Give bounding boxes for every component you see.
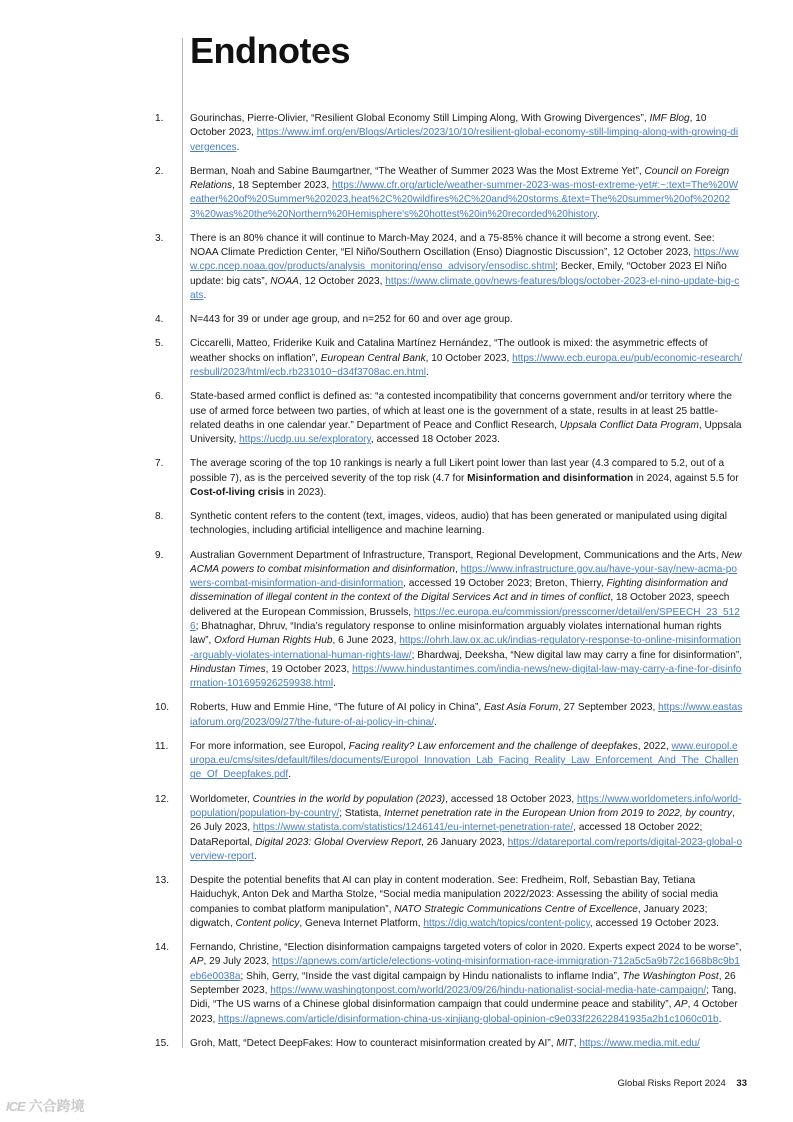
endnote-text-run: Despite the potential benefits that AI can play in content moderation. See: Fredheim, Rolf, Sebastian Bay, Tetiana Haiduchyk, Anton Dek and Martha Stolze, “Social media manipulation 2022/2023: Assessing the ability of social media companies to combat platform manipulation”, bbox=[190, 875, 718, 915]
emphasized-risk-name: Misinformation and disinformation bbox=[467, 472, 634, 484]
endnote-text-run: , 18 September 2023, bbox=[232, 180, 332, 192]
citation-source-title: NATO Strategic Communications Centre of Excellence bbox=[394, 903, 638, 915]
endnote-item bbox=[0, 701, 793, 730]
endnote-number: 6. bbox=[155, 391, 164, 403]
endnote-text-run: Australian Government Department of Infrastructure, Transport, Regional Development, Communications and the Arts, bbox=[190, 549, 722, 561]
citation-source-title: New ACMA powers to combat misinformation and disinformation bbox=[190, 549, 742, 575]
citation-link[interactable]: https://www.media.mit.edu/ bbox=[579, 1037, 700, 1049]
endnote-item bbox=[0, 232, 793, 303]
endnote-text bbox=[190, 941, 743, 1027]
endnote-item bbox=[0, 165, 793, 222]
endnote-text-run: , accessed 19 October 2023; Breton, Thierry, bbox=[403, 578, 607, 590]
citation-link[interactable]: https://www.worldometers.info/world-population/population-by-country/ bbox=[190, 793, 742, 819]
endnote-text bbox=[190, 701, 743, 730]
emphasized-risk-name: Cost-of-living crisis bbox=[190, 486, 285, 498]
endnote-text-run: , bbox=[454, 563, 461, 575]
endnote-text-run: , 19 October 2023, bbox=[265, 663, 353, 675]
endnote-number: 11. bbox=[155, 740, 169, 752]
citation-link[interactable]: https://www.cpc.ncep.noaa.gov/products/analysis_monitoring/enso_advisory/ensodisc.shtml bbox=[190, 247, 739, 273]
endnote-text-run: ; Tang, Didi, “The US warns of a Chinese global disinformation campaign that could undermine peace and stability”, bbox=[190, 985, 737, 1011]
endnote-text-run: , 26 January 2023, bbox=[421, 836, 508, 848]
endnote-text-run: Berman, Noah and Sabine Baumgartner, “The Weather of Summer 2023 Was the Most Extreme Yet”, bbox=[190, 165, 645, 177]
citation-source-title: Fighting disinformation and dissemination of illegal content in the context of the Digital Services Act and in times of conflict bbox=[190, 578, 728, 604]
endnote-item bbox=[0, 510, 793, 539]
citation-source-title: Countries in the world by population (2023) bbox=[252, 793, 446, 805]
endnote-text bbox=[190, 390, 743, 447]
endnote-text-run: . bbox=[434, 716, 437, 728]
endnote-text-run: There is an 80% chance it will continue to March-May 2024, and a 75-85% chance it will become a strong event. See: NOAA Climate Prediction Center, “El Niño/Southern Oscillation (Enso) Diagnostic Discussion”, 12 October 2023, bbox=[190, 232, 715, 259]
citation-source-title: Oxford Human Rights Hub bbox=[214, 635, 333, 647]
endnote-number: 10. bbox=[155, 702, 170, 714]
watermark-text: 六合跨境 bbox=[28, 1098, 85, 1114]
citation-link[interactable]: https://ohrh.law.ox.ac.uk/indias-regulatory-response-to-online-misinformation-arguably-violates-international-human-rights-law/ bbox=[190, 635, 741, 661]
citation-link[interactable]: https://apnews.com/article/disinformation-china-us-xinjiang-global-opinion-c9e033f22622841935a2b1c1060c01b bbox=[218, 1013, 719, 1025]
citation-link[interactable]: https://www.eastasiaforum.org/2023/09/27/the-future-of-ai-policy-in-china/ bbox=[190, 702, 743, 728]
endnote-text-run: State-based armed conflict is defined as: “a contested incompatibility that concerns government and/or territory where the use of armed force between two parties, of which at least one is the government of a state, results in at least 25 battle-related deaths in one calendar year.” Department of Peace and Conflict Research, bbox=[190, 391, 732, 431]
endnote-text bbox=[190, 337, 743, 380]
citation-link[interactable]: https://www.ecb.europa.eu/pub/economic-research/resbull/2023/html/ecb.rb231010~d34f3708ac.en.html bbox=[190, 352, 743, 379]
endnote-text-run: , 2022, bbox=[637, 740, 672, 752]
endnote-text-run: , 4 October 2023, bbox=[190, 999, 738, 1025]
endnote-item bbox=[0, 549, 793, 692]
endnote-text-run: , accessed 18 October 2023, bbox=[445, 793, 577, 805]
citation-source-title: Facing reality? Law enforcement and the challenge of deepfakes bbox=[348, 740, 638, 752]
citation-source-title: Council on Foreign Relations bbox=[190, 165, 730, 192]
endnote-number: 5. bbox=[155, 338, 164, 350]
endnote-text bbox=[190, 457, 743, 500]
endnote-text-run: , 18 October 2023, speech delivered at the European Commission, Brussels, bbox=[190, 592, 730, 618]
citation-source-title: The Washington Post bbox=[622, 970, 719, 982]
endnote-text-run: ; Shih, Gerry, “Inside the vast digital campaign by Hindu nationalists to inflame India”, bbox=[240, 970, 623, 982]
endnote-text bbox=[190, 165, 743, 222]
endnote-number: 1. bbox=[155, 113, 164, 124]
endnote-item bbox=[0, 740, 793, 783]
endnote-text-run: ; Bhardwaj, Deeksha, “New digital law may carry a fine for disinformation”, bbox=[411, 649, 743, 661]
endnote-text-run: Roberts, Huw and Emmie Hine, “The future of AI policy in China”, bbox=[190, 702, 484, 714]
endnote-text-run: , 27 September 2023, bbox=[558, 702, 659, 714]
watermark bbox=[6, 1096, 85, 1116]
endnote-text-run: N=443 for 39 or under age group, and n=252 for 60 and over age group. bbox=[190, 314, 513, 326]
watermark-logo: ICE bbox=[6, 1098, 25, 1114]
endnote-text bbox=[190, 232, 743, 303]
page-number: 33 bbox=[736, 1078, 747, 1089]
citation-link[interactable]: https://apnews.com/article/elections-voting-misinformation-race-immigration-712a5c5a9b72c1668b8c9b1eb6e0038a bbox=[190, 956, 740, 982]
citation-source-title: Uppsala Conflict Data Program bbox=[559, 419, 699, 431]
citation-link[interactable]: https://datareportal.com/reports/digital-2023-global-overview-report bbox=[190, 836, 743, 862]
endnote-number: 9. bbox=[155, 549, 164, 561]
citation-link[interactable]: https://ucdp.uu.se/exploratory bbox=[239, 434, 371, 446]
endnote-text bbox=[190, 874, 743, 931]
citation-source-title: Content policy bbox=[235, 917, 300, 929]
citation-link[interactable]: https://www.washingtonpost.com/world/2023/09/26/hindu-nationalist-social-media-hate-campaign/ bbox=[270, 985, 707, 997]
endnote-item bbox=[0, 457, 793, 500]
endnote-text-run: , 10 October 2023, bbox=[190, 113, 707, 139]
citation-link[interactable]: https://www.statista.com/statistics/1246141/eu-internet-penetration-rate/ bbox=[252, 822, 574, 834]
endnote-text-run: , 6 June 2023, bbox=[332, 635, 400, 647]
citation-source-title: MIT bbox=[556, 1037, 574, 1049]
citation-source-title: Hindustan Times bbox=[190, 663, 266, 675]
endnote-text-run: in 2023). bbox=[284, 486, 327, 498]
endnote-item bbox=[0, 313, 793, 327]
endnote-text-run: . bbox=[425, 367, 429, 379]
endnote-item bbox=[0, 390, 793, 447]
endnote-text-run: Ciccarelli, Matteo, Friderike Kuik and Catalina Martínez Hernández, “The outlook is mixed: the asymmetric effects of weather shocks on inflation”, bbox=[190, 338, 708, 364]
endnote-text-run: , 10 October 2023, bbox=[425, 352, 513, 364]
endnote-text-run: , 26 July 2023, bbox=[190, 807, 735, 834]
citation-source-title: NOAA bbox=[270, 275, 299, 287]
citation-source-title: AP bbox=[190, 956, 204, 968]
endnote-text-run: , bbox=[573, 1037, 580, 1049]
citation-source-title: East Asia Forum bbox=[483, 702, 559, 714]
endnote-text-run: , accessed 18 October 2022; DataReportal, bbox=[190, 822, 703, 848]
endnote-item bbox=[0, 112, 793, 155]
citation-link[interactable]: https://www.cfr.org/article/weather-summer-2023-was-most-extreme-yet#:~:text=The%20Weather%20of%20Summer%202023,heat%2C%20wildfires%2C%20and%20storms.&text=The%20summer%20of%202023%20was%20the%20Northern%20Hemisphere's%20hottest%20in%20recorded%20history bbox=[190, 180, 739, 220]
endnote-text bbox=[190, 313, 743, 327]
citation-source-title: European Central Bank bbox=[320, 352, 426, 364]
endnote-text-run: ; Statista, bbox=[339, 807, 385, 819]
citation-link[interactable]: https://www.infrastructure.gov.au/have-your-say/new-acma-powers-combat-misinformation-and-disinformation bbox=[190, 563, 737, 590]
endnote-number: 7. bbox=[155, 458, 164, 470]
endnote-text-run: . bbox=[288, 769, 292, 781]
citation-link[interactable]: www.europol.europa.eu/cms/sites/default/files/documents/Europol_Innovation_Lab_Facing_Reality_Law_Enforcement_And_The_Challenge_Of_Deepfakes.pdf bbox=[190, 740, 739, 781]
endnote-text-run: , 12 October 2023, bbox=[298, 275, 386, 287]
endnote-text-run: For more information, see Europol, bbox=[190, 740, 349, 752]
endnote-text-run: . bbox=[718, 1013, 722, 1025]
citation-source-title: Digital 2023: Global Overview Report bbox=[255, 836, 422, 848]
endnote-text-run: The average scoring of the top 10 rankings is nearly a full Likert point lower than last year (4.3 compared to 5.2, out of a possible 7), as is the perceived severity of the top risk (4.7 for bbox=[190, 458, 725, 484]
endnote-text-run: , January 2023; digwatch, bbox=[190, 903, 708, 929]
endnote-text bbox=[190, 549, 743, 692]
endnote-text-run: , Geneva Internet Platform, bbox=[299, 917, 424, 929]
endnote-text-run: ; Bhatnaghar, Dhruv, “India’s regulatory response to online misinformation arguably violates international human rights law”, bbox=[190, 621, 722, 647]
endnote-text-run: . bbox=[253, 850, 257, 862]
report-title: Global Risks Report 2024 bbox=[617, 1078, 726, 1089]
endnote-text bbox=[190, 510, 743, 539]
endnote-text-run: Gourinchas, Pierre-Olivier, “Resilient Global Economy Still Limping Along, With Growing Divergences”, bbox=[190, 113, 650, 124]
endnote-text-run: Fernando, Christine, “Election disinformation campaigns targeted voters of color in 2020. Experts expect 2024 to be worse”, bbox=[190, 942, 742, 954]
endnote-text bbox=[190, 793, 743, 864]
endnote-text-run: Groh, Matt, “Detect DeepFakes: How to counteract misinformation created by AI”, bbox=[190, 1037, 557, 1049]
page-footer bbox=[618, 1078, 747, 1089]
endnote-text-run: , Uppsala University, bbox=[190, 419, 742, 446]
endnote-item bbox=[0, 793, 793, 864]
endnote-number: 12. bbox=[155, 793, 170, 805]
endnote-text-run: , 29 July 2023, bbox=[203, 956, 272, 968]
endnote-number: 15. bbox=[155, 1037, 170, 1049]
endnote-text bbox=[190, 740, 743, 783]
endnote-text bbox=[190, 112, 743, 155]
endnote-text-run: . bbox=[596, 208, 600, 220]
endnotes-list bbox=[0, 112, 793, 1061]
citation-source-title: Internet penetration rate in the European Union from 2019 to 2022, by country bbox=[384, 807, 733, 819]
endnote-item bbox=[0, 337, 793, 380]
endnote-text bbox=[190, 1037, 743, 1051]
endnote-text-run: . bbox=[203, 290, 207, 302]
endnote-text-run: ; Becker, Emily, “October 2023 El Niño update: big cats”, bbox=[190, 261, 727, 287]
endnote-number: 3. bbox=[155, 232, 164, 244]
endnote-text-run: . bbox=[333, 678, 336, 690]
endnote-number: 14. bbox=[155, 942, 170, 954]
citation-link[interactable]: https://ec.europa.eu/commission/presscorner/detail/en/SPEECH_23_5126 bbox=[190, 606, 740, 633]
endnote-number: 13. bbox=[155, 875, 170, 887]
endnote-text-run: Worldometer, bbox=[190, 793, 253, 805]
endnote-text-run: . bbox=[236, 141, 240, 153]
endnote-number: 8. bbox=[155, 511, 164, 523]
citation-source-title: AP bbox=[674, 999, 688, 1011]
endnote-text-run: Synthetic content refers to the content (text, images, videos, audio) that has been generated or manipulated using digital technologies, including artificial intelligence and machine learning. bbox=[190, 511, 727, 537]
endnote-item bbox=[0, 1037, 793, 1051]
endnote-text-run: , accessed 18 October 2023. bbox=[370, 434, 500, 446]
citation-source-title: IMF Blog bbox=[649, 113, 690, 124]
citation-link[interactable]: https://www.hindustantimes.com/india-news/new-digital-law-may-carry-a-fine-for-disinformation-101695926259938.html bbox=[190, 663, 742, 690]
page-title: Endnotes bbox=[190, 30, 351, 71]
endnote-number: 4. bbox=[155, 314, 164, 326]
endnote-item bbox=[0, 941, 793, 1027]
citation-link[interactable]: https://dig.watch/topics/content-policy bbox=[423, 917, 590, 929]
endnote-number: 2. bbox=[155, 165, 164, 177]
endnote-item bbox=[0, 874, 793, 931]
citation-link[interactable]: https://www.imf.org/en/Blogs/Articles/2023/10/10/resilient-global-economy-still-limping-along-with-growing-divergences bbox=[190, 127, 739, 153]
endnote-text-run: in 2024, against 5.5 for bbox=[633, 472, 739, 484]
endnote-text-run: , 26 September 2023, bbox=[190, 970, 736, 997]
citation-link[interactable]: https://www.climate.gov/news-features/blogs/october-2023-el-nino-update-big-cats bbox=[190, 275, 740, 302]
endnote-text-run: , accessed 19 October 2023. bbox=[589, 917, 719, 929]
